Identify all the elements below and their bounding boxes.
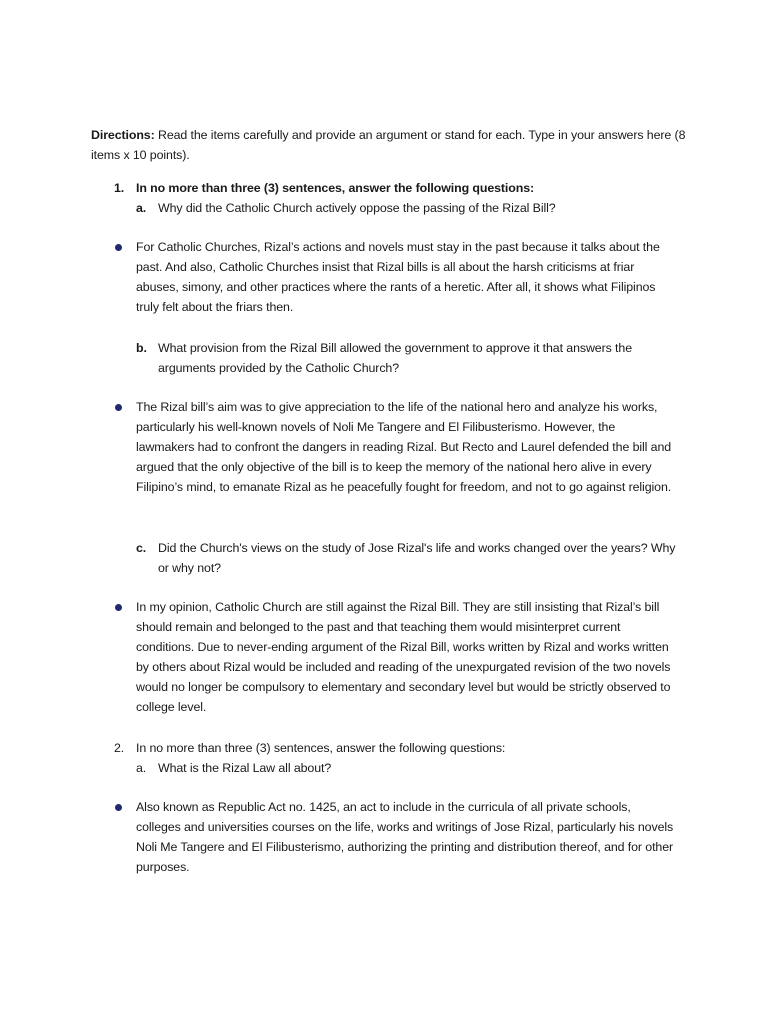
sub-question-text: What provision from the Rizal Bill allowed the government to approve it that answers the arguments provided by the Catholic Church?: [158, 341, 632, 375]
sub-question-letter: a.: [136, 201, 147, 215]
directions-label: Directions:: [91, 128, 155, 142]
answer-2a: [114, 797, 674, 877]
bullet-icon: [115, 244, 122, 251]
answer-text: Also known as Republic Act no. 1425, an act to include in the curricula of all private schools, colleges and universities courses on the life, works and writings of Jose Rizal, particularly his novels Noli Me Tangere and El Filibusterismo, authorizing the printing and distribution thereof, and for other purposes.: [136, 800, 674, 874]
bullet-icon: [115, 604, 122, 611]
sub-question-letter: a.: [136, 761, 147, 775]
sub-question-2a: [136, 758, 676, 778]
question-prompt: In no more than three (3) sentences, answer the following questions:: [136, 181, 535, 195]
directions: [91, 125, 691, 165]
question-number: 2.: [114, 741, 125, 755]
answer-text: For Catholic Churches, Rizal’s actions and novels must stay in the past because it talks about the past. And also, Catholic Churches insist that Rizal bills is all about the harsh criticisms at friar abuses, simony, and other practices where the rants of a heretic. After all, it shows what Filipinos truly felt about the friars then.: [136, 240, 660, 314]
bullet-icon: [115, 804, 122, 811]
sub-question-text: Did the Church's views on the study of Jose Rizal's life and works changed over the years? Why or why not?: [158, 541, 676, 575]
sub-question-1b: [136, 338, 676, 378]
sub-question-1c: [136, 538, 676, 578]
sub-question-letter: b.: [136, 341, 147, 355]
answer-1a: [114, 237, 674, 317]
sub-question-letter: c.: [136, 541, 147, 555]
sub-question-text: Why did the Catholic Church actively oppose the passing of the Rizal Bill?: [158, 201, 556, 215]
sub-question-1a: [136, 198, 676, 218]
answer-text: The Rizal bill’s aim was to give appreciation to the life of the national hero and analyze his works, particularly his well-known novels of Noli Me Tangere and El Filibusterismo. However, the lawmakers had to confront the dangers in reading Rizal. But Recto and Laurel defended the bill and argued that the only objective of the bill is to keep the memory of the national hero alive in every Filipino’s mind, to emanate Rizal as he peacefully fought for freedom, and not to go against religion.: [136, 400, 672, 494]
question-prompt: In no more than three (3) sentences, answer the following questions:: [136, 741, 506, 755]
directions-text: Read the items carefully and provide an argument or stand for each. Type in your answers here (8 items x 10 points).: [91, 128, 686, 162]
bullet-icon: [115, 404, 122, 411]
answer-text: In my opinion, Catholic Church are still against the Rizal Bill. They are still insisting that Rizal’s bill should remain and belonged to the past and that teaching them would misinterpret current conditions. Due to never-ending argument of the Rizal Bill, works written by Rizal and works written by others about Rizal would be included and reading of the unexpurgated revision of the two novels would no longer be compulsory to elementary and secondary level but would be strictly observed to college level.: [136, 600, 671, 714]
answer-1b: [114, 397, 674, 497]
sub-question-text: What is the Rizal Law all about?: [158, 761, 332, 775]
question-number: 1.: [114, 181, 125, 195]
answer-1c: [114, 597, 674, 717]
